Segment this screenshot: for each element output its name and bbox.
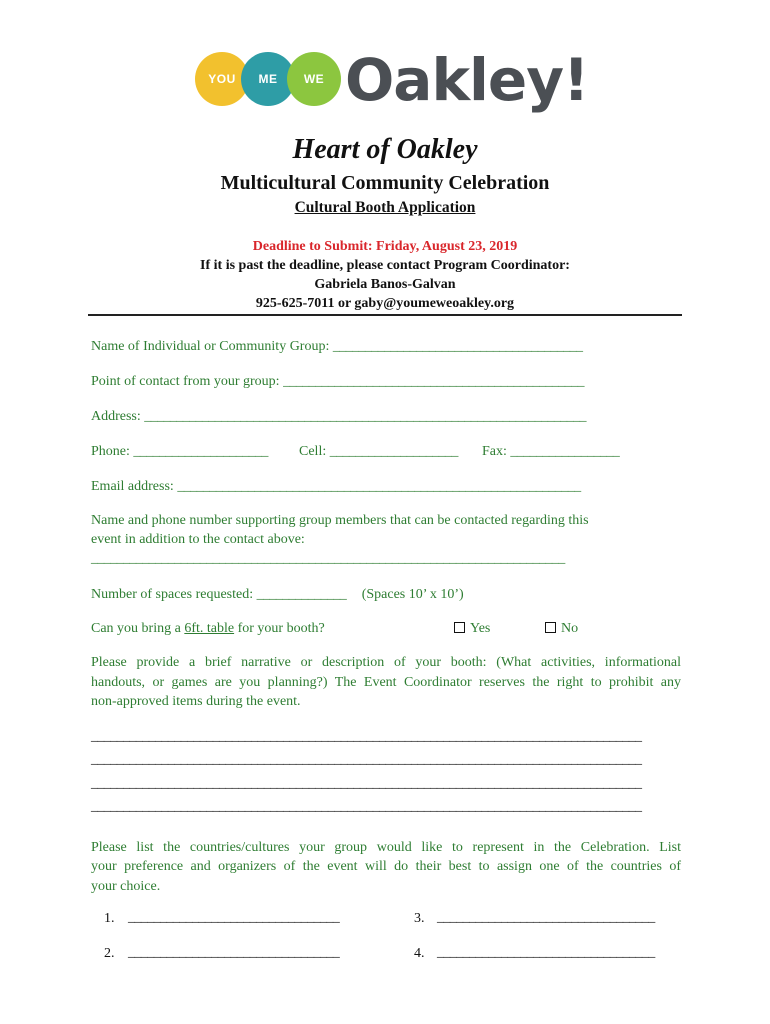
spaces-blank[interactable]: ______________ xyxy=(256,587,347,602)
cell-label: Cell: xyxy=(299,444,327,459)
narrative-blank-4[interactable]: ______________________________________________________________________________________ xyxy=(91,799,642,814)
countries-line3: your choice. xyxy=(91,879,161,894)
header-divider xyxy=(88,314,682,316)
narrative-line2: handouts, or games are you planning?) The Event Coordinator reserves the right to prohibit any xyxy=(91,675,681,690)
no-checkbox[interactable] xyxy=(545,622,556,633)
yes-option[interactable] xyxy=(454,619,490,638)
logo-circle-you: YOU xyxy=(195,52,249,106)
narrative-blank-3[interactable]: ______________________________________________________________________________________ xyxy=(91,776,642,791)
spaces-field[interactable] xyxy=(91,585,464,604)
spaces-label: Number of spaces requested: xyxy=(91,587,254,602)
page-subtitle: Multicultural Community Celebration xyxy=(220,172,550,194)
country-3-blank[interactable]: __________________________________ xyxy=(437,910,655,925)
logo-circle-me: ME xyxy=(241,52,295,106)
country-1-number: 1. xyxy=(104,911,115,926)
phone-field[interactable] xyxy=(91,442,268,461)
fax-label: Fax: xyxy=(482,444,507,459)
country-2-blank[interactable]: _________________________________ xyxy=(128,945,340,960)
group-name-label: Name of Individual or Community Group: xyxy=(91,339,330,354)
narrative-line3: non-approved items during the event. xyxy=(91,694,301,709)
page-title: Heart of Oakley xyxy=(292,134,478,165)
phone-label: Phone: xyxy=(91,444,130,459)
logo-wordmark: Oakley! xyxy=(345,46,589,114)
narrative-blank-1[interactable]: ______________________________________________________________________________________ xyxy=(91,729,642,744)
fax-blank[interactable]: _________________ xyxy=(510,444,620,459)
logo xyxy=(195,46,589,116)
point-of-contact-blank[interactable]: _______________________________________________ xyxy=(283,374,584,389)
countries-line2: your preference and organizers of the event will do their best to assign one of the countries of xyxy=(91,859,681,874)
contact-note: If it is past the deadline, please contact Program Coordinator: xyxy=(200,258,570,273)
cell-blank[interactable]: ____________________ xyxy=(329,444,458,459)
narrative-blank-2[interactable]: ______________________________________________________________________________________ xyxy=(91,752,642,767)
yes-label: Yes xyxy=(470,621,491,636)
coordinator-name: Gabriela Banos-Galvan xyxy=(314,277,456,292)
no-label: No xyxy=(561,621,579,636)
address-blank[interactable]: _____________________________________________________________________ xyxy=(144,409,586,424)
application-title: Cultural Booth Application xyxy=(294,199,476,216)
cell-field[interactable] xyxy=(299,442,458,461)
narrative-line1: Please provide a brief narrative or description of your booth: (What activities, informational xyxy=(91,655,681,670)
spaces-note: (Spaces 10’ x 10’) xyxy=(361,587,464,602)
country-4-number: 4. xyxy=(414,946,425,961)
table-question-size: 6ft. table xyxy=(184,621,235,636)
logo-circle-we: WE xyxy=(287,52,341,106)
countries-line1: Please list the countries/cultures your group would like to represent in the Celebration. List xyxy=(91,840,681,855)
support-members-blank[interactable]: __________________________________________________________________________ xyxy=(91,551,565,566)
deadline-notice: Deadline to Submit: Friday, August 23, 2019 xyxy=(252,239,518,254)
point-of-contact-field[interactable] xyxy=(91,372,584,391)
email-field[interactable] xyxy=(91,477,581,496)
table-question xyxy=(91,619,325,638)
group-name-field[interactable] xyxy=(91,337,582,356)
address-label: Address: xyxy=(91,409,141,424)
country-1-blank[interactable]: _________________________________ xyxy=(128,910,340,925)
email-blank[interactable]: _______________________________________________________________ xyxy=(177,479,581,494)
address-field[interactable] xyxy=(91,407,586,426)
group-name-blank[interactable]: _______________________________________ xyxy=(332,339,583,354)
point-of-contact-label: Point of contact from your group: xyxy=(91,374,280,389)
support-members-line2: event in addition to the contact above: xyxy=(91,532,305,547)
phone-blank[interactable]: _____________________ xyxy=(133,444,268,459)
country-2-number: 2. xyxy=(104,946,115,961)
fax-field[interactable] xyxy=(482,442,619,461)
coordinator-contact: 925-625-7011 or gaby@youmeweoakley.org xyxy=(255,296,515,311)
country-4-blank[interactable]: __________________________________ xyxy=(437,945,655,960)
support-members-line1: Name and phone number supporting group members that can be contacted regarding this xyxy=(91,513,589,528)
no-option[interactable] xyxy=(545,619,578,638)
table-question-suffix: for your booth? xyxy=(237,621,325,636)
country-3-number: 3. xyxy=(414,911,425,926)
email-label: Email address: xyxy=(91,479,174,494)
yes-checkbox[interactable] xyxy=(454,622,465,633)
table-question-prefix: Can you bring a xyxy=(91,621,181,636)
